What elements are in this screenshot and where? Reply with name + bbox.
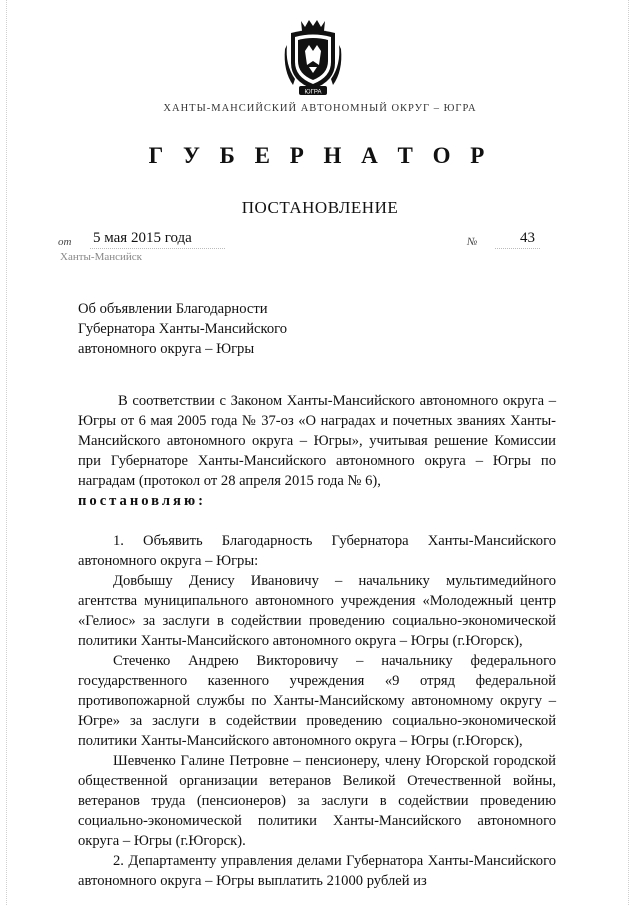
resolve-word: постановляю:	[78, 493, 206, 509]
governor-title: Г У Б Е Р Н А Т О Р	[148, 143, 492, 168]
document-subject	[78, 299, 287, 359]
document-type: ПОСТАНОВЛЕНИЕ	[241, 198, 399, 217]
item-2-paragraph: 2. Департаменту управления делами Губернатора Ханты-Мансийского автономного округа – Югры выплатить 21000 рублей из	[78, 853, 556, 889]
coat-of-arms-emblem	[283, 15, 343, 99]
issue-city: Ханты-Мансийск	[60, 251, 143, 263]
emblem-ribbon-text: ЮГРА	[304, 89, 322, 96]
number-prefix: №	[467, 236, 478, 248]
item-1-paragraph: 1. Объявить Благодарность Губернатора Ханты-Мансийского автономного округа – Югры:	[78, 533, 556, 569]
subject-line: автономного округа – Югры	[78, 341, 255, 357]
subject-line: Губернатора Ханты-Мансийского	[78, 321, 288, 337]
preamble-paragraph: В соответствии с Законом Ханты-Мансийского автономного округа – Югры от 6 мая 2005 года № 37-оз «О наградах и почетных званиях Ханты-Мансийского автономного округа – Югры», учитывая решение Комиссии при Губернаторе Ханты-Мансийского автономного округа – Югры по наградам (протокол от 28 апреля 2015 года № 6),	[78, 393, 556, 489]
scan-edge-right	[628, 0, 630, 905]
number-underline	[495, 248, 540, 249]
scan-edge-left	[6, 0, 8, 905]
date-prefix: от	[58, 236, 72, 248]
date-underline	[90, 248, 225, 249]
awardee-paragraph: Стеченко Андрею Викторовичу – начальнику федерального государственного казенного учреждения «9 отряд федеральной противопожарной службы по Ханты-Мансийскому автономному округу – Югре» за заслуги в содействии проведению социально-экономической политики Ханты-Мансийского автономного округа – Югры (г.Югорск),	[78, 653, 556, 749]
subject-line: Об объявлении Благодарности	[78, 301, 268, 317]
awardee-paragraph: Довбышу Денису Ивановичу – начальнику мультимедийного агентства муниципального автономного учреждения «Молодежный центр «Гелиос» за заслуги в содействии проведению социально-экономической политики Ханты-Мансийского автономного округа – Югры (г.Югорск),	[78, 573, 556, 649]
resolve-line	[78, 491, 556, 511]
document-number: 43	[520, 230, 535, 246]
awardee-paragraph: Шевченко Галине Петровне – пенсионеру, члену Югорской городской общественной организации ветеранов Великой Отечественной войны, ветеранов труда (пенсионеров) за заслуги в содействии проведению социально-экономической политики Ханты-Мансийского автономного округа – Югры (г.Югорск).	[78, 753, 556, 849]
document-date: 5 мая 2015 года	[93, 230, 192, 246]
region-title: ХАНТЫ-МАНСИЙСКИЙ АВТОНОМНЫЙ ОКРУГ – ЮГРА	[163, 103, 477, 114]
document-body	[78, 391, 556, 891]
